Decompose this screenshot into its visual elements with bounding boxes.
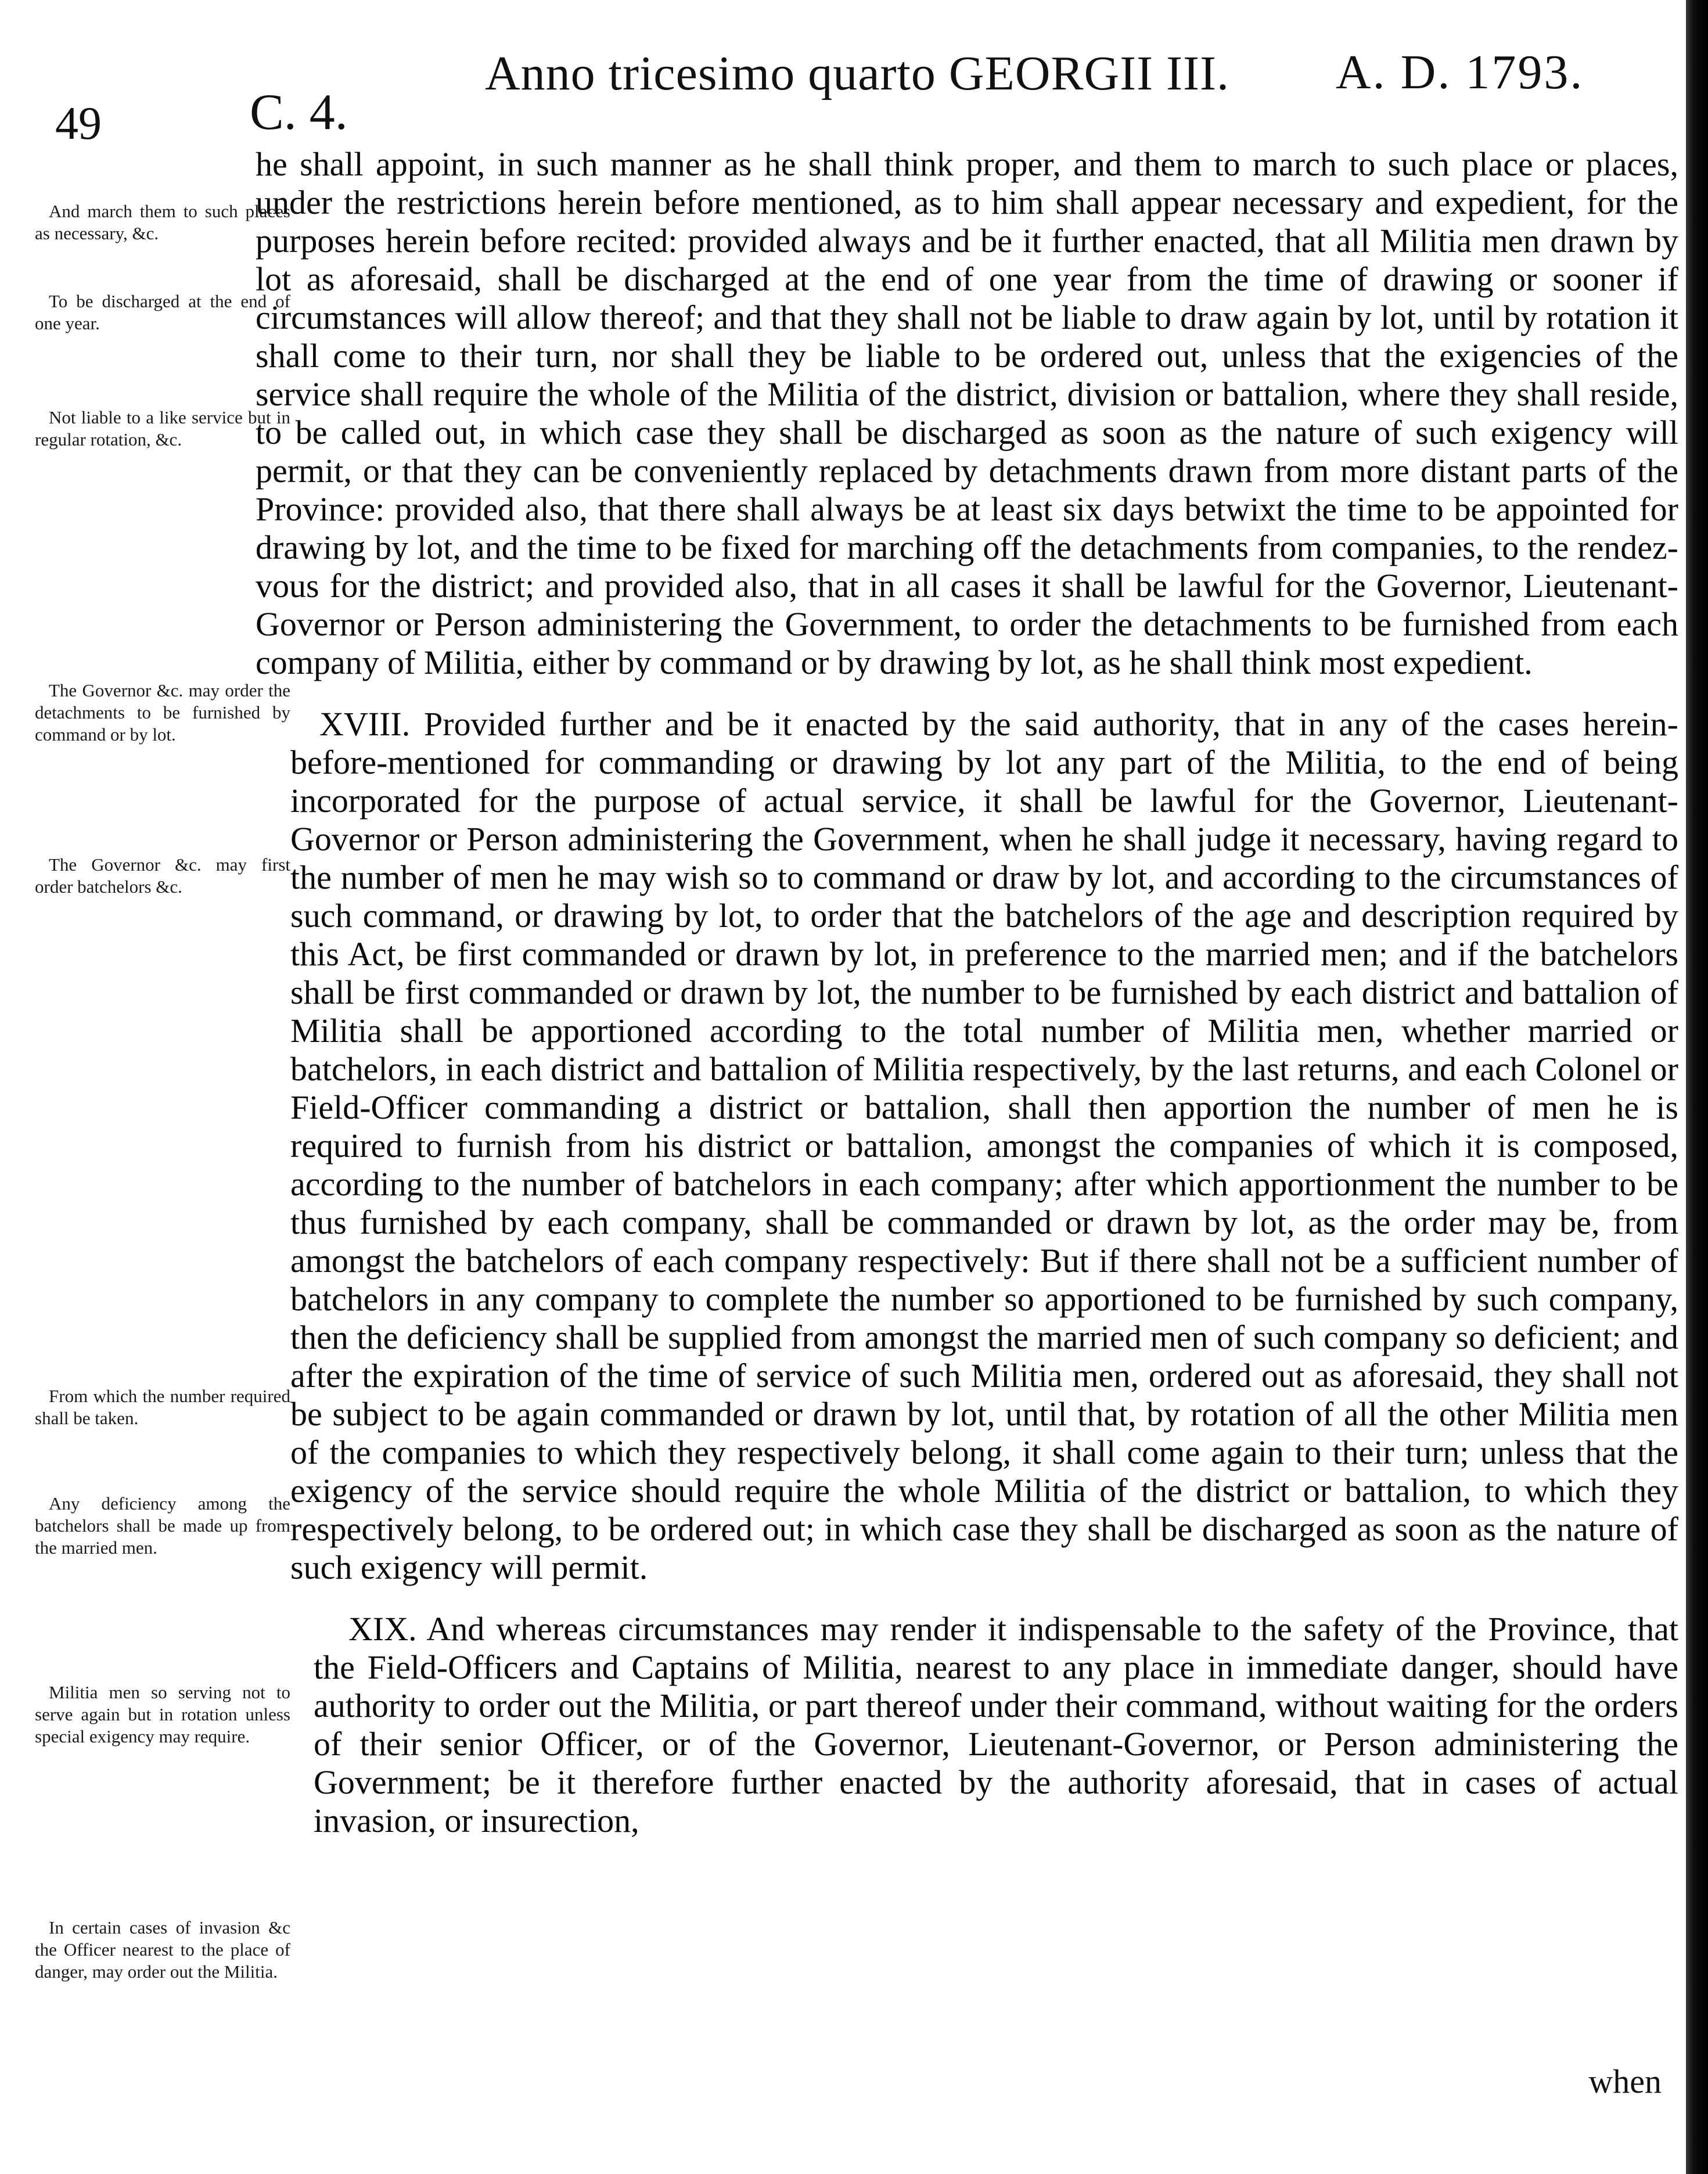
margin-note: To be discharged at the end of one year. xyxy=(35,291,290,333)
margin-note: Militia men so serving not to serve again but in rotation unless special exigency may require. xyxy=(35,1682,290,1747)
page-header xyxy=(0,22,1684,149)
running-title: Anno tricesimo quarto GEORGII III. xyxy=(485,46,1230,100)
page-binding-edge xyxy=(1686,0,1708,2174)
paragraph-continuation: he shall appoint, in such manner as he shall think proper, and them to march to such place or places, under the restrictions herein before mentioned, as to him shall appear necessary and expedient, for the purposes herein before recited: provided always and be it further enacted, that all Militia men drawn by lot as aforesaid, shall be discharged at the end of one year from the time of drawing or sooner if circumstances will allow thereof; and that they shall not be liable to draw again by lot, until by rotation it shall come to their turn, nor shall they be liable to be ordered out, unless that the exigencies of the service shall require the whole of the Militia of the district, division or battalion, where they shall reside, to be called out, in which case they shall be discharged as soon as the nature of such exigency will permit, or that they can be conveniently replaced by detachments drawn from more distant parts of the Province: provided also, that there shall always be at least six days betwixt the time to be appointed for drawing by lot, and the time to be fixed for marching off the detachments from companies, to the rendez-vous for the district; and provided also, that in all cases it shall be lawful for the Governor, Lieutenant-Governor or Person administering the Government, to order the detachments to be furnished from each company of Militia, either by command or by drawing by lot, as he shall think most expedient. xyxy=(256,145,1678,681)
margin-note: The Governor &c. may first order batchelors &c. xyxy=(35,854,290,897)
year-label: A. D. 1793. xyxy=(1336,45,1584,99)
margin-note: From which the number required shall be taken. xyxy=(35,1386,290,1428)
section-xviii: XVIII. Provided further and be it enacted by the said authority, that in any of the cases herein-before-mentioned for commanding or drawing by lot any part of the Militia, to the end of being incorporated for the purpose of actual service, it shall be lawful for the Governor, Lieutenant-Governor or Person administering the Government, when he shall judge it necessary, having regard to the number of men he may wish so to command or draw by lot, and according to the circumstances of such command, or drawing by lot, to order that the batchelors of the age and description required by this Act, be first commanded or drawn by lot, in preference to the married men; and if the batchelors shall be first commanded or drawn by lot, the number to be furnished by each district and battalion of Militia shall be apportioned according to the total number of Militia men, whether married or batchelors, in each district and battalion of Militia respectively, by the last returns, and each Colonel or Field-Officer commanding a district or battalion, shall then apportion the number of men he is required to furnish from his district or battalion, amongst the companies of which it is composed, according to the number of batchelors in each company; after which apportionment the number to be thus furnished by each company, shall be commanded or drawn by lot, as the order may be, from amongst the batchelors of each company respectively: But if there shall not be a sufficient number of batchelors in any company to complete the number so apportioned to be furnished by such company, then the deficiency shall be supplied from amongst the married men of such company so deficient; and after the expiration of the time of service of such Militia men, ordered out as aforesaid, they shall not be subject to be again commanded or drawn by lot, until that, by rotation of all the other Militia men of the companies to which they respectively belong, it shall come again to their turn; unless that the exigency of the service should require the whole Militia of the district or battalion, to which they respectively belong, to be ordered out; in which case they shall be discharged as soon as the nature of such exigency will permit. xyxy=(290,705,1678,1586)
margin-note: And march them to such places as necessary, &c. xyxy=(35,201,290,243)
margin-note: Not liable to a like service but in regular rotation, &c. xyxy=(35,407,290,450)
margin-note: In certain cases of invasion &c the Officer nearest to the place of danger, may order out the Militia. xyxy=(35,1917,290,1982)
margin-note: Any deficiency among the batchelors shall be made up from the married men. xyxy=(35,1493,290,1558)
chapter-label: C. 4. xyxy=(250,84,348,141)
margin-note: The Governor &c. may order the detachments to be furnished by command or by lot. xyxy=(35,680,290,745)
section-xix: XIX. And whereas circumstances may render it indispensable to the safety of the Province, that the Field-Officers and Captains of Militia, nearest to any place in immediate danger, should have authority to order out the Militia, or part thereof under their command, without waiting for the orders of their senior Officer, or of the Governor, Lieutenant-Governor, or Person administering the Government; be it therefore further enacted by the authority aforesaid, that in cases of actual invasion, or insurection, xyxy=(314,1610,1678,1839)
catchword: when xyxy=(1588,2062,1662,2100)
body-text xyxy=(244,145,1678,1840)
page-number: 49 xyxy=(55,98,102,149)
